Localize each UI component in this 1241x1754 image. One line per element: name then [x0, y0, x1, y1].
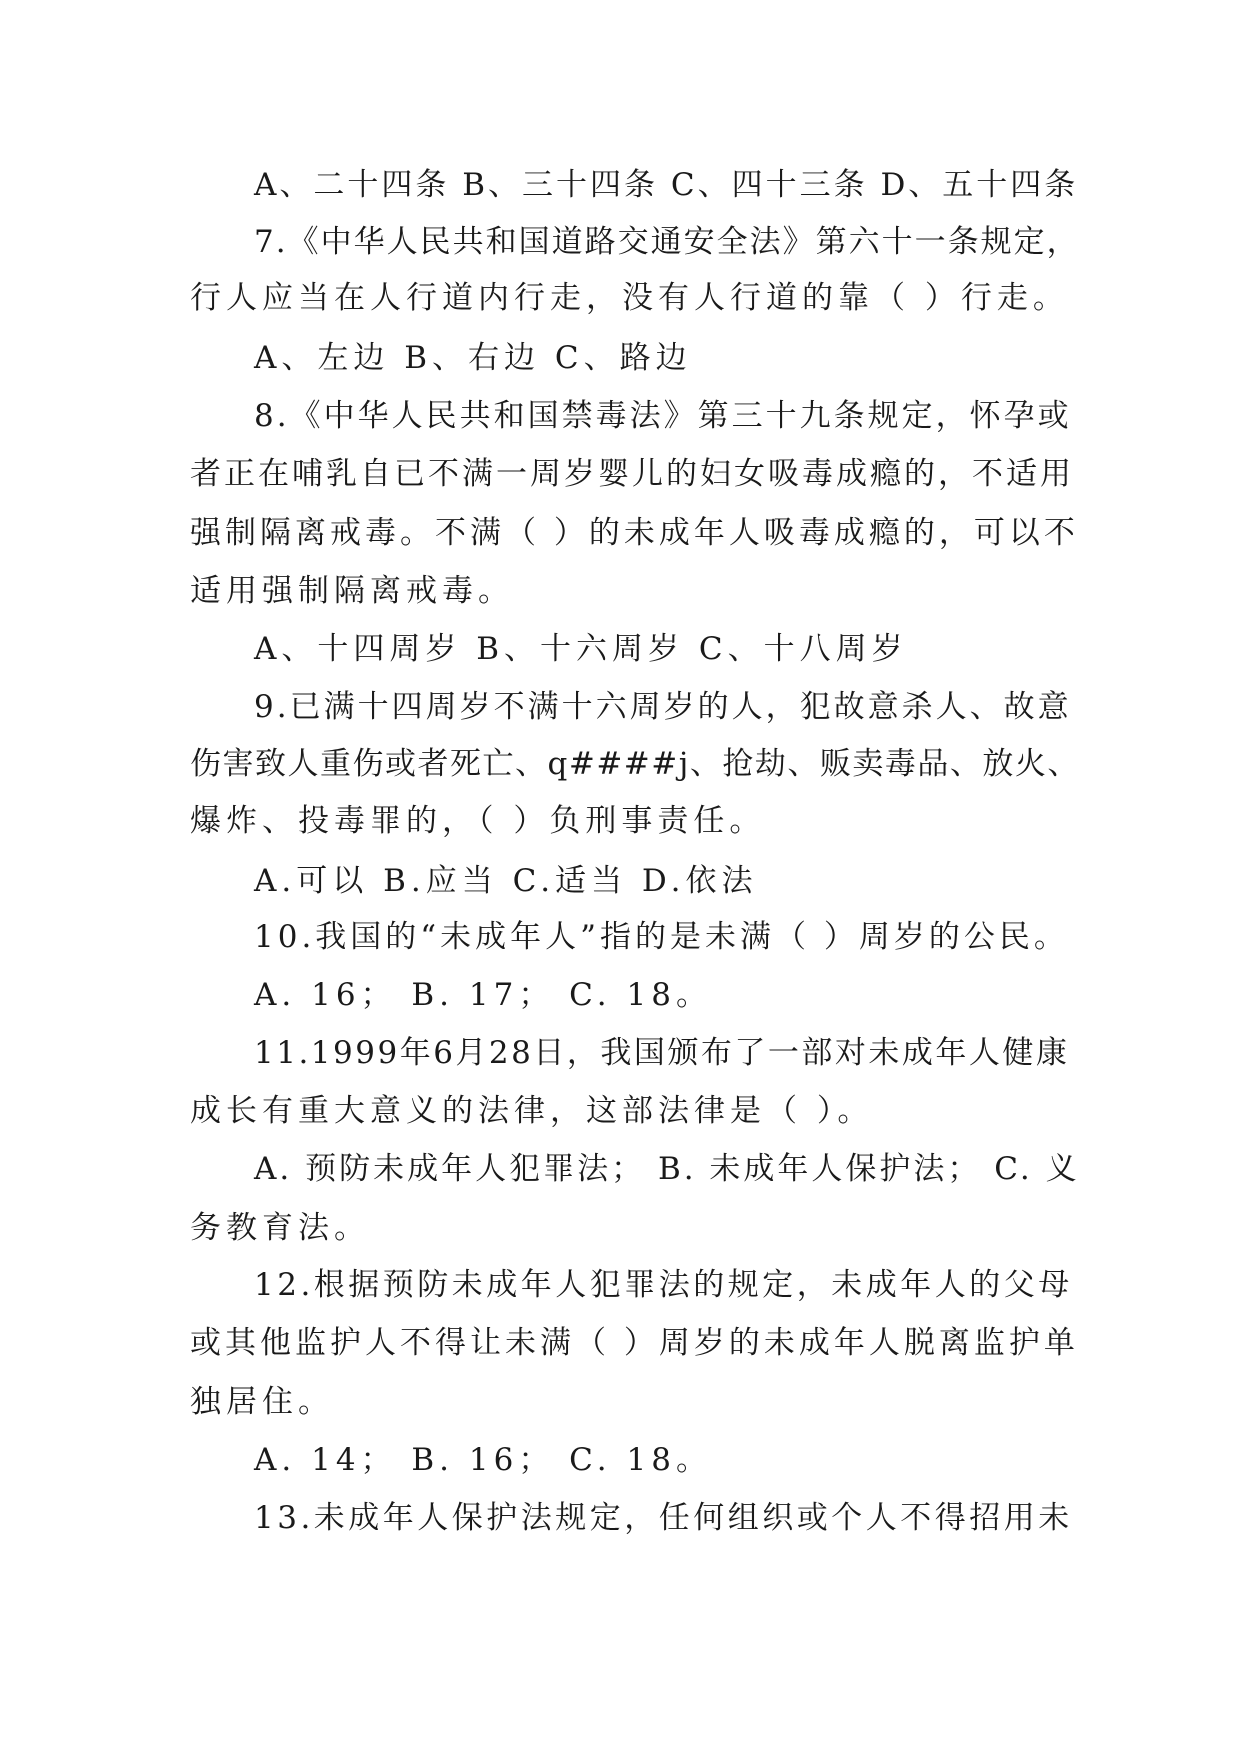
text-line: 8.《中华人民共和国禁毒法》第三十九条规定，怀孕或: [254, 398, 1072, 434]
text-line: 爆炸、投毒罪的，（ ）负刑事责任。: [190, 803, 766, 839]
text-line: A.可以 B.应当 C.适当 D.依法: [254, 863, 758, 899]
text-line: 13.未成年人保护法规定，任何组织或个人不得招用未: [254, 1500, 1073, 1536]
text-line: 10.我国的“未成年人”指的是未满（ ）周岁的公民。: [254, 919, 1069, 955]
text-line: 伤害致人重伤或者死亡、q####j、抢劫、贩卖毒品、放火、: [190, 746, 1080, 782]
text-line: 7.《中华人民共和国道路交通安全法》第六十一条规定，: [254, 224, 1080, 260]
text-line: A. 16； B. 17； C. 18。: [254, 977, 712, 1013]
text-line: 适用强制隔离戒毒。: [190, 573, 514, 609]
text-line: A、二十四条 B、三十四条 C、四十三条 D、五十四条: [254, 167, 1079, 203]
text-line: 9.已满十四周岁不满十六周岁的人，犯故意杀人、故意: [254, 689, 1072, 725]
text-line: A、左边 B、右边 C、路边: [254, 340, 692, 376]
text-line: A. 14； B. 16； C. 18。: [254, 1442, 712, 1478]
text-line: 独居住。: [190, 1384, 334, 1420]
text-line: 11.1999年6月28日，我国颁布了一部对未成年人健康: [254, 1035, 1070, 1071]
text-line: 成长有重大意义的法律，这部法律是（ ）。: [190, 1093, 874, 1129]
text-line: 12.根据预防未成年人犯罪法的规定，未成年人的父母: [254, 1267, 1073, 1303]
text-line: 者正在哺乳自已不满一周岁婴儿的妇女吸毒成瘾的，不适用: [190, 456, 1074, 492]
text-line: 行人应当在人行道内行走，没有人行道的靠（ ）行走。: [190, 280, 1069, 316]
text-line: 或其他监护人不得让未满（ ）周岁的未成年人脱离监护单: [190, 1325, 1079, 1361]
text-line: 强制隔离戒毒。不满（ ）的未成年人吸毒成瘾的，可以不: [190, 515, 1079, 551]
text-line: A. 预防未成年人犯罪法； B. 未成年人保护法； C. 义: [254, 1151, 1080, 1187]
text-line: A、十四周岁 B、十六周岁 C、十八周岁: [254, 631, 908, 667]
text-line: 务教育法。: [190, 1210, 370, 1246]
